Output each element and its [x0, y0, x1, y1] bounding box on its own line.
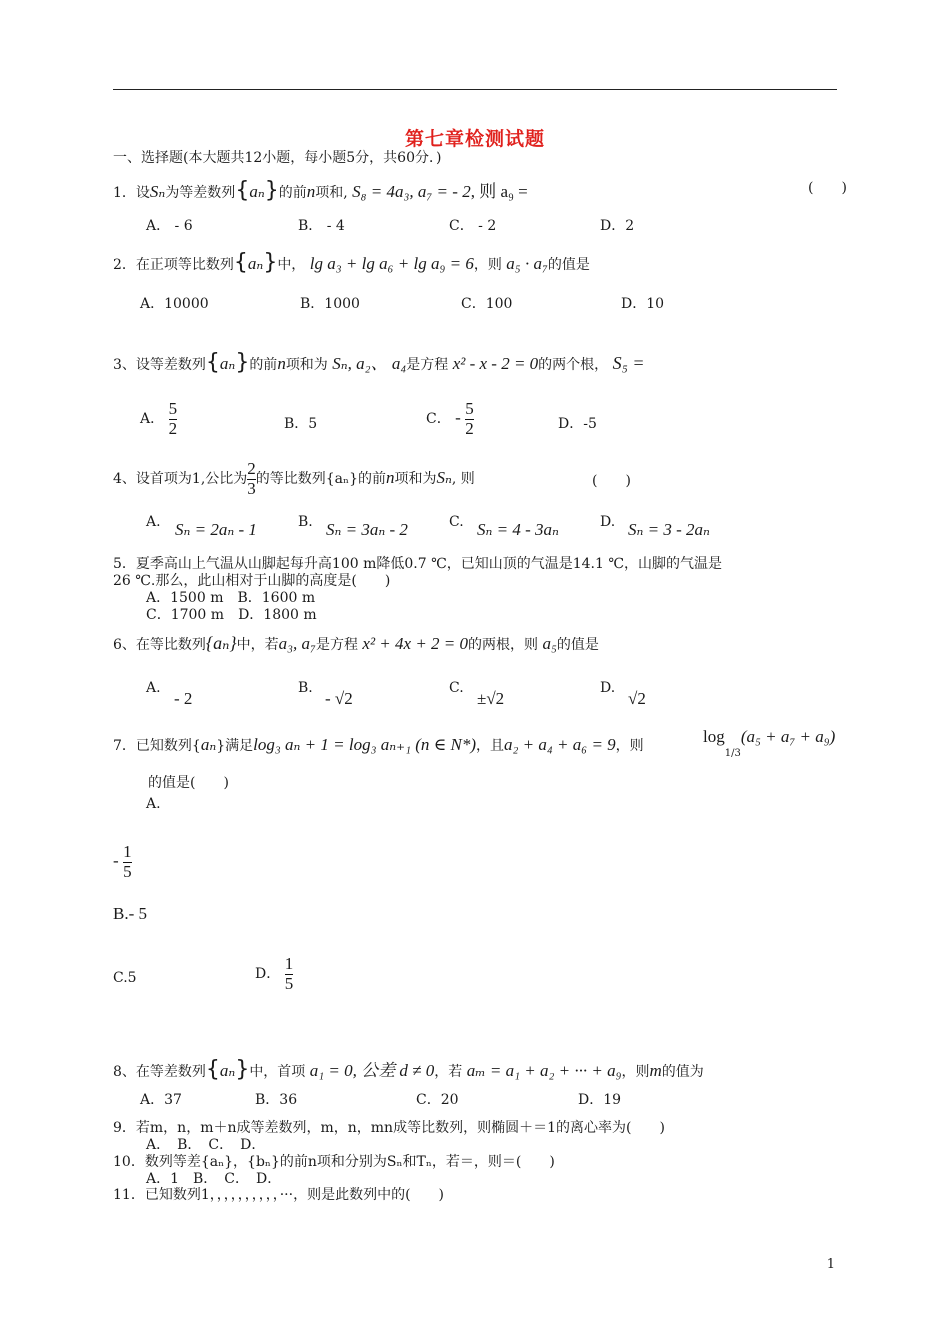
q1-option-b: B． - 4 [298, 218, 345, 234]
q1-ask: , 则 a₉ = [470, 182, 528, 201]
question-2: 2．在正项等比数列{aₙ}中， lg a₃ + lg a₆ + lg a₉ = 6，则 a₅ · a₇的值是 [113, 250, 590, 275]
q2-condition: lg a₃ + lg a₆ + lg a₉ = 6 [309, 254, 474, 273]
q9-options: A． B． C． D． [146, 1137, 266, 1153]
q2-option-a: A．10000 [140, 296, 209, 312]
q2-option-b: B．1000 [300, 296, 360, 312]
question-5-line-2: 26 ℃.那么，此山相对于山脚的高度是( ) [113, 573, 391, 589]
q6-option-b: - √2 [325, 689, 353, 708]
q6-option-d-label: D. [600, 680, 616, 696]
q2-option-c: C．100 [461, 296, 513, 312]
q8-condition-2: aₘ = a₁ + a₂ + ··· + a₉ [466, 1061, 622, 1080]
q6-equation: x² + 4x + 2 = 0 [362, 634, 469, 653]
question-7: 7．已知数列{aₙ}满足log₃ aₙ + 1 = log₃ aₙ₊₁ (n ∈ N*)，且a₂ + a₄ + a₆ = 9，则 [113, 735, 644, 754]
q3-vars: Sₙ, a₂、 a₄ [332, 354, 407, 373]
q8-option-d: D．19 [578, 1092, 622, 1108]
q4-option-b: Sₙ = 3aₙ - 2 [326, 520, 408, 539]
q7-option-a-fraction: $\frac{1}{5}$ [123, 842, 132, 881]
q1-option-d: D．2 [600, 218, 635, 234]
q6-option-d: √2 [628, 689, 646, 708]
q7-option-d: D． $\frac{1}{5}$ [255, 954, 294, 993]
q4-option-a: Sₙ = 2aₙ - 1 [175, 520, 257, 539]
q4-option-b-label: B. [298, 514, 313, 530]
question-3: 3、设等差数列{aₙ}的前n项和为 Sₙ, a₂、 a₄是方程 x² - x - 2 = 0的两个根， S₅ = [113, 350, 645, 375]
q3-option-a-fraction: $\frac{5}{2}$ [168, 399, 178, 438]
question-8: 8、在等差数列{aₙ}中，首项 a₁ = 0, 公差 d ≠ 0，若 aₘ = a₁ + a₂ + ··· + a₉，则m的值为 [113, 1057, 704, 1082]
q10-options: A．1 B． C． D． [146, 1171, 282, 1187]
question-9: 9．若m，n，m＋n成等差数列，m，n，mn成等比数列，则椭圆＋＝1的离心率为( ) [113, 1120, 665, 1136]
q3-option-d: D．-5 [558, 416, 597, 432]
q2-expression: a₅ · a₇ [506, 254, 548, 273]
q8-option-c: C．20 [416, 1092, 459, 1108]
q8-condition: a₁ = 0, 公差 d ≠ 0 [309, 1061, 435, 1080]
q5-options-row-2: C．1700 m D．1800 m [146, 607, 317, 623]
q4-option-c: Sₙ = 4 - 3aₙ [477, 520, 559, 539]
page-number: 1 [826, 1257, 835, 1272]
question-10: 10．数列等差{aₙ}，{bₙ}的前n项和分别为Sₙ和Tₙ，若＝，则＝( ) [113, 1154, 555, 1170]
q1-condition: S₈ = 4a₃, a₇ = - 2 [352, 182, 471, 201]
section-heading: 一、选择题(本大题共12小题，每小题5分，共60分．) [113, 150, 442, 166]
q8-option-b: B．36 [255, 1092, 298, 1108]
q4-ratio-fraction: $\frac{2}{3}$ [247, 459, 256, 498]
question-4: 4、设首项为1,公比为 $\frac{2}{3}$ 的等比数列{aₙ}的前n项和为Sₙ, 则 [113, 459, 475, 498]
q7-option-b: B.- 5 [113, 904, 147, 923]
q4-option-d: Sₙ = 3 - 2aₙ [628, 520, 710, 539]
q7-option-d-fraction: $\frac{1}{5}$ [284, 954, 294, 993]
q3-option-a: A． $\frac{5}{2}$ [140, 399, 178, 438]
q7-option-a: - $\frac{1}{5}$ [113, 842, 132, 881]
q7-option-c: C.5 [113, 970, 137, 986]
q1-answer-paren: ( ) [808, 180, 847, 196]
q7-ask: $\log_{1/3}(a_5 + a_7 + a_9)$ [703, 727, 836, 759]
q6-option-c: ±√2 [477, 689, 505, 708]
q7-condition-2: a₂ + a₄ + a₆ = 9 [504, 735, 616, 754]
q8-option-a: A．37 [140, 1092, 182, 1108]
q6-option-a-label: A. [146, 680, 161, 696]
q3-equation: x² - x - 2 = 0 [452, 354, 539, 373]
question-5-line-1: 5．夏季高山上气温从山脚起每升高100 m降低0.7 ℃，已知山顶的气温是14.1 ℃，山脚的气温是 [113, 556, 723, 572]
question-1: 1．设Sₙ为等差数列{aₙ}的前n项和, S₈ = 4a₃, a₇ = - 2, 则 a₉ = [113, 178, 528, 203]
question-7-line-2: 的值是( ) [148, 775, 229, 791]
q6-option-c-label: C. [449, 680, 464, 696]
q7-option-a-label: A. [146, 796, 161, 812]
q6-option-a: - 2 [174, 689, 193, 708]
q5-options-row-1: A．1500 m B．1600 m [146, 590, 316, 606]
question-11: 11．已知数列1，，，，，，，，，，···，则是此数列中的( ) [113, 1187, 444, 1203]
q4-option-d-label: D. [600, 514, 616, 530]
q6-option-b-label: B. [298, 680, 313, 696]
q1-sn: Sₙ [149, 182, 166, 201]
page-title: 第七章检测试题 [404, 128, 545, 150]
q3-option-b: B．5 [284, 416, 318, 432]
q1-option-a: A． - 6 [146, 218, 193, 234]
q3-ask: S₅ = [612, 353, 645, 373]
question-6: 6、在等比数列{aₙ}中，若a₃, a₇是方程 x² + 4x + 2 = 0的两根，则 a₅的值是 [113, 633, 599, 653]
q4-answer-paren: ( ) [592, 473, 631, 489]
q4-option-c-label: C. [449, 514, 464, 530]
q3-option-c: C． - $\frac{5}{2}$ [426, 399, 474, 438]
q3-option-c-fraction: $\frac{5}{2}$ [465, 399, 474, 438]
q2-option-d: D．10 [621, 296, 665, 312]
q7-condition: log₃ aₙ + 1 = log₃ aₙ₊₁ (n ∈ N*) [253, 735, 477, 754]
q4-option-a-label: A. [146, 514, 161, 530]
q1-option-c: C． - 2 [449, 218, 497, 234]
header-rule [113, 89, 837, 90]
